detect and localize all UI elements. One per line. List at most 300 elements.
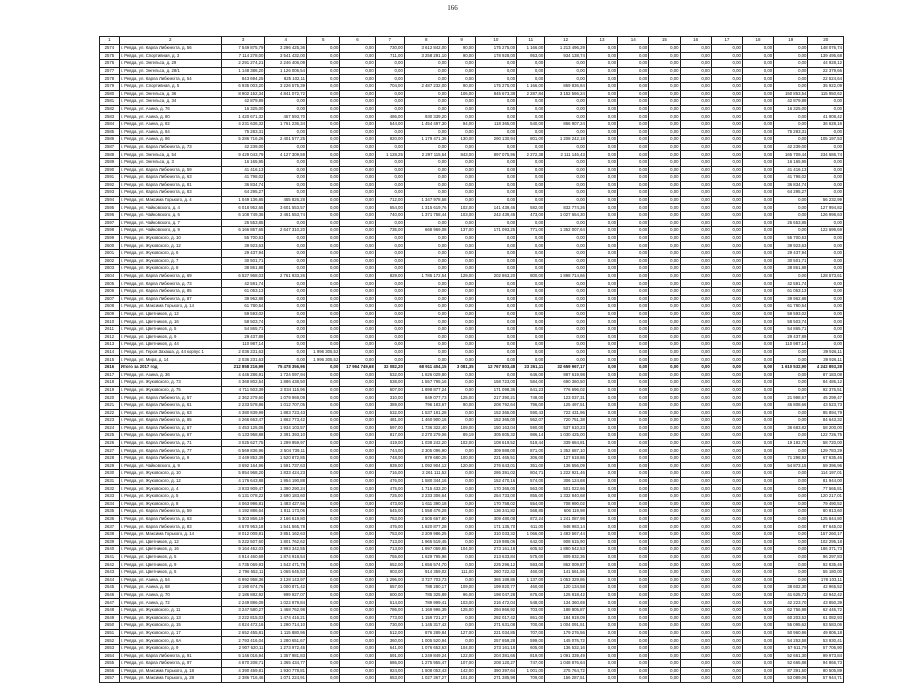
value-cell: 1 079 969,09 xyxy=(265,394,307,402)
value-cell: 170 758,02 xyxy=(475,500,517,508)
value-cell: 0,00 xyxy=(265,181,307,189)
row-number: 2610 xyxy=(100,318,120,326)
value-cell: 1 558 476,28 xyxy=(404,508,448,516)
value-cell: 0,00 xyxy=(711,52,742,60)
value-cell: 675,00 xyxy=(517,591,545,599)
address-cell: г. Ревда, ул. Энгельса, д. 3 xyxy=(119,158,221,166)
table-row xyxy=(100,622,844,630)
value-cell: 0,00 xyxy=(475,333,517,341)
value-cell: 908 615,90 xyxy=(545,538,587,546)
value-cell: 0,00 xyxy=(307,250,340,258)
value-cell: 38 861,88 xyxy=(774,265,808,273)
value-cell: 0,00 xyxy=(742,424,773,432)
value-cell: 0,00 xyxy=(742,250,773,258)
value-cell: 0,00 xyxy=(742,189,773,197)
value-cell: 0,00 xyxy=(307,151,340,159)
value-cell: 0,00 xyxy=(742,166,773,174)
value-cell: 2 505 667,80 xyxy=(404,515,448,523)
value-cell: 0,00 xyxy=(404,356,448,364)
table-header xyxy=(100,37,844,45)
value-cell: 0,00 xyxy=(586,447,617,455)
value-cell: 1 833 424,23 xyxy=(265,470,307,478)
value-cell: 292 017,42 xyxy=(475,614,517,622)
value-cell: 118 365,00 xyxy=(475,120,517,128)
value-cell: 0,00 xyxy=(586,386,617,394)
value-cell: 171 098,36 xyxy=(475,386,517,394)
value-cell: 305 805,32 xyxy=(475,432,517,440)
value-cell: 0,00 xyxy=(649,599,680,607)
value-cell: 0,00 xyxy=(517,303,545,311)
value-cell: 819,00 xyxy=(517,652,545,660)
value-cell: 0,00 xyxy=(517,219,545,227)
value-cell: 0,00 xyxy=(618,90,649,98)
value-cell: 2 590 183,60 xyxy=(265,493,307,501)
value-cell: 0,00 xyxy=(448,257,475,265)
value-cell: 0,00 xyxy=(742,371,773,379)
value-cell: 126 998,63 xyxy=(808,212,844,220)
value-cell: 0,00 xyxy=(517,174,545,182)
value-cell: 43 523,73 xyxy=(808,401,844,409)
value-cell: 0,00 xyxy=(545,143,587,151)
value-cell: 0,00 xyxy=(545,113,587,121)
value-cell: 276 643,01 xyxy=(475,462,517,470)
value-cell: 0,00 xyxy=(649,675,680,683)
value-cell: 0,00 xyxy=(711,652,742,660)
value-cell: 286 391,02 xyxy=(475,470,517,478)
row-number: 2587 xyxy=(100,143,120,151)
table-row xyxy=(100,470,844,478)
table-row xyxy=(100,288,844,296)
value-cell: 0,00 xyxy=(340,523,375,531)
value-cell: 0,00 xyxy=(340,561,375,569)
value-cell: 2 233 578,86 xyxy=(221,401,265,409)
value-cell: 501 022,66 xyxy=(545,485,587,493)
value-cell: 59 593,02 xyxy=(774,310,808,318)
value-cell: 0,00 xyxy=(586,455,617,463)
value-cell: 0,00 xyxy=(404,234,448,242)
row-number: 2633 xyxy=(100,493,120,501)
value-cell: 0,00 xyxy=(586,401,617,409)
value-cell: 0,00 xyxy=(265,250,307,258)
value-cell: 1 715 433,20 xyxy=(404,485,448,493)
value-cell: 2 305 096,90 xyxy=(404,447,448,455)
value-cell: 306 124,68 xyxy=(545,477,587,485)
value-cell: 0,00 xyxy=(340,288,375,296)
value-cell: 0,00 xyxy=(742,128,773,136)
address-cell: г. Ревда, ул. Максима Горького, д. 28 xyxy=(119,675,221,683)
value-cell: 56 232,99 xyxy=(808,196,844,204)
value-cell: 0,00 xyxy=(711,500,742,508)
value-cell: 60 203,52 xyxy=(774,614,808,622)
value-cell: 178 103,11 xyxy=(808,576,844,584)
row-number: 2597 xyxy=(100,219,120,227)
value-cell: 532,00 xyxy=(375,409,404,417)
value-cell: 0,00 xyxy=(618,394,649,402)
value-cell: 0,00 xyxy=(742,341,773,349)
value-cell: 0,00 xyxy=(586,219,617,227)
value-cell: 0,00 xyxy=(649,561,680,569)
value-cell: 0,00 xyxy=(307,120,340,128)
value-cell: 0,00 xyxy=(404,98,448,106)
value-cell: 0,00 xyxy=(742,295,773,303)
value-cell: 3 296 425,36 xyxy=(265,45,307,53)
value-cell: 0,00 xyxy=(774,553,808,561)
value-cell: 150 163,04 xyxy=(475,424,517,432)
row-number: 2646 xyxy=(100,591,120,599)
table-row xyxy=(100,196,844,204)
value-cell: 709,00 xyxy=(517,675,545,683)
value-cell: 0,00 xyxy=(742,333,773,341)
row-number: 2620 xyxy=(100,394,120,402)
value-cell: 0,00 xyxy=(586,303,617,311)
value-cell: 0,00 xyxy=(545,219,587,227)
value-cell: 0,00 xyxy=(265,166,307,174)
value-cell: 0,00 xyxy=(586,196,617,204)
row-number: 2651 xyxy=(100,629,120,637)
value-cell: 0,00 xyxy=(307,113,340,121)
table-row xyxy=(100,637,844,645)
value-cell: 0,00 xyxy=(307,67,340,75)
value-cell: 0,00 xyxy=(340,394,375,402)
value-cell: 0,00 xyxy=(307,561,340,569)
row-number: 2645 xyxy=(100,584,120,592)
address-cell: г. Ревда, ул. Жуковского, д. 4 xyxy=(119,485,221,493)
value-cell: 597,00 xyxy=(375,424,404,432)
value-cell: 0,00 xyxy=(586,60,617,68)
value-cell: 0,00 xyxy=(586,546,617,554)
row-number: 2626 xyxy=(100,439,120,447)
total-row xyxy=(100,363,844,371)
value-cell: 0,00 xyxy=(448,447,475,455)
value-cell: 0,00 xyxy=(649,136,680,144)
value-cell: 0,00 xyxy=(649,660,680,668)
value-cell: 0,00 xyxy=(586,500,617,508)
value-cell: 103,00 xyxy=(448,212,475,220)
address-cell: г. Ревда, ул. Карла Либкнехта, д. 97 xyxy=(119,660,221,668)
value-cell: 0,00 xyxy=(742,485,773,493)
value-cell: 0,00 xyxy=(475,158,517,166)
value-cell: 0,00 xyxy=(517,143,545,151)
value-cell: 0,00 xyxy=(774,45,808,53)
value-cell: 44 928,12 xyxy=(808,60,844,68)
value-cell: 2 166 619,80 xyxy=(265,515,307,523)
value-cell: 0,00 xyxy=(742,113,773,121)
value-cell: 0,00 xyxy=(680,363,711,371)
value-cell: 0,00 xyxy=(711,227,742,235)
value-cell: 652,00 xyxy=(375,561,404,569)
value-cell: 0,00 xyxy=(649,508,680,516)
value-cell: 0,00 xyxy=(340,136,375,144)
value-cell: 0,00 xyxy=(711,462,742,470)
value-cell: 2 487 232,00 xyxy=(404,82,448,90)
value-cell: 0,00 xyxy=(475,280,517,288)
value-cell: 753,00 xyxy=(375,531,404,539)
row-number: 2632 xyxy=(100,485,120,493)
value-cell: 0,00 xyxy=(375,75,404,83)
value-cell: 42 591,74 xyxy=(774,280,808,288)
row-number: 2652 xyxy=(100,637,120,645)
value-cell: 0,00 xyxy=(711,75,742,83)
value-cell: 0,00 xyxy=(742,379,773,387)
value-cell: 0,00 xyxy=(649,432,680,440)
value-cell: 294 866,92 xyxy=(475,606,517,614)
value-cell: 730,00 xyxy=(375,45,404,53)
value-cell: 0,00 xyxy=(448,219,475,227)
value-cell: 0,00 xyxy=(711,515,742,523)
value-cell: 0,00 xyxy=(404,257,448,265)
value-cell: 0,00 xyxy=(404,219,448,227)
value-cell: 12 767 803,48 xyxy=(475,363,517,371)
value-cell: 0,00 xyxy=(307,432,340,440)
value-cell: 1 736 322,40 xyxy=(404,424,448,432)
value-cell: 219 985,06 xyxy=(475,538,517,546)
column-header: 11 xyxy=(517,37,545,45)
address-cell: г. Ревда, ул. Жуковского, д. 15 xyxy=(119,622,221,630)
value-cell: 0,00 xyxy=(680,394,711,402)
value-cell: 785 325,89 xyxy=(404,591,448,599)
value-cell: 6 108 749,36 xyxy=(221,212,265,220)
value-cell: 0,00 xyxy=(307,234,340,242)
value-cell: 0,00 xyxy=(618,219,649,227)
value-cell: 0,00 xyxy=(404,242,448,250)
value-cell: 0,00 xyxy=(808,189,844,197)
value-cell: 128 573,61 xyxy=(808,272,844,280)
value-cell: 0,00 xyxy=(475,265,517,273)
value-cell: 0,00 xyxy=(649,227,680,235)
value-cell: 0,00 xyxy=(586,576,617,584)
value-cell: 41 625,73 xyxy=(774,591,808,599)
value-cell: 0,00 xyxy=(742,386,773,394)
value-cell: 0,00 xyxy=(711,477,742,485)
column-header: 6 xyxy=(340,37,375,45)
value-cell: 0,00 xyxy=(680,531,711,539)
value-cell: 0,00 xyxy=(742,310,773,318)
value-cell: 157 260,17 xyxy=(808,531,844,539)
value-cell: 0,00 xyxy=(742,394,773,402)
value-cell: 0,00 xyxy=(448,485,475,493)
value-cell: 0,00 xyxy=(680,591,711,599)
value-cell: 0,00 xyxy=(448,318,475,326)
value-cell: 29 437,94 xyxy=(774,250,808,258)
value-cell: 0,00 xyxy=(340,280,375,288)
value-cell: 75 283,31 xyxy=(774,128,808,136)
value-cell: 0,00 xyxy=(340,371,375,379)
value-cell: 0,00 xyxy=(307,477,340,485)
value-cell: 0,00 xyxy=(517,98,545,106)
value-cell: 4 380 839,99 xyxy=(221,409,265,417)
table-row xyxy=(100,105,844,113)
value-cell: 1 222 921,46 xyxy=(545,470,587,478)
value-cell: 2 190 674,76 xyxy=(221,584,265,592)
value-cell: 234 686,74 xyxy=(808,151,844,159)
value-cell: 0,00 xyxy=(618,660,649,668)
value-cell: 0,00 xyxy=(711,379,742,387)
value-cell: 0,00 xyxy=(340,318,375,326)
row-number: 2598 xyxy=(100,227,120,235)
row-number: 2634 xyxy=(100,500,120,508)
value-cell: 0,00 xyxy=(649,485,680,493)
value-cell: 80 505,89 xyxy=(808,667,844,675)
value-cell: 0,00 xyxy=(340,409,375,417)
value-cell: 0,00 xyxy=(265,265,307,273)
value-cell: 0,00 xyxy=(448,409,475,417)
address-cell: г. Ревда, ул. Азина, д. 82 xyxy=(119,120,221,128)
address-cell: г. Ревда, ул. Цветников, д. 16 xyxy=(119,318,221,326)
value-cell: 845 673,38 xyxy=(475,90,517,98)
value-cell: 92 376,51 xyxy=(808,386,844,394)
value-cell: 740,00 xyxy=(375,212,404,220)
value-cell: 0,00 xyxy=(475,288,517,296)
value-cell: 0,00 xyxy=(586,599,617,607)
value-cell: 0,00 xyxy=(404,143,448,151)
value-cell: 0,00 xyxy=(265,341,307,349)
value-cell: 0,00 xyxy=(404,158,448,166)
value-cell: 0,00 xyxy=(618,508,649,516)
value-cell: 0,00 xyxy=(586,363,617,371)
value-cell: 0,00 xyxy=(340,341,375,349)
value-cell: 0,00 xyxy=(711,67,742,75)
column-header: 19 xyxy=(774,37,808,45)
value-cell: 0,00 xyxy=(618,348,649,356)
value-cell: 0,00 xyxy=(649,52,680,60)
value-cell: 0,00 xyxy=(586,120,617,128)
value-cell: 102,00 xyxy=(448,204,475,212)
value-cell: 2 034 115,96 xyxy=(265,386,307,394)
row-number: 2591 xyxy=(100,174,120,182)
value-cell: 306,00 xyxy=(517,455,545,463)
value-cell: 109,00 xyxy=(448,584,475,592)
value-cell: 0,00 xyxy=(649,531,680,539)
value-cell: 0,00 xyxy=(742,409,773,417)
value-cell: 0,00 xyxy=(340,151,375,159)
value-cell: 32 659 967,17 xyxy=(545,363,587,371)
value-cell: 700,00 xyxy=(517,622,545,630)
address-cell: г. Ревда, ул. Карла Либкнехта, д. 63 xyxy=(119,174,221,182)
value-cell: 52 665,88 xyxy=(774,660,808,668)
value-cell: 771,00 xyxy=(517,227,545,235)
value-cell: 0,00 xyxy=(808,219,844,227)
value-cell: 0,00 xyxy=(404,250,448,258)
value-cell: 0,00 xyxy=(808,242,844,250)
value-cell: 0,00 xyxy=(265,348,307,356)
row-number: 2576 xyxy=(100,60,120,68)
value-cell: 4 266 663,47 xyxy=(221,417,265,425)
value-cell: 35 922,09 xyxy=(808,82,844,90)
value-cell: 0,00 xyxy=(265,158,307,166)
value-cell: 127,00 xyxy=(448,629,475,637)
value-cell: 1 159 721,27 xyxy=(404,614,448,622)
value-cell: 0,00 xyxy=(618,675,649,683)
value-cell: 486,00 xyxy=(375,113,404,121)
value-cell: 0,00 xyxy=(618,265,649,273)
value-cell: 0,00 xyxy=(774,493,808,501)
value-cell: 1 005 520,94 xyxy=(404,637,448,645)
row-number: 2630 xyxy=(100,470,120,478)
value-cell: 0,00 xyxy=(375,310,404,318)
value-cell: 1 997 059,85 xyxy=(404,546,448,554)
address-cell: г. Ревда, ул. Цветников, д. 5 xyxy=(119,325,221,333)
value-cell: 130,00 xyxy=(448,136,475,144)
value-cell: 0,00 xyxy=(711,204,742,212)
value-cell: 0,00 xyxy=(545,98,587,106)
value-cell: 1 365 434,77 xyxy=(265,660,307,668)
value-cell: 0,00 xyxy=(340,386,375,394)
value-cell: 16 165,95 xyxy=(774,158,808,166)
value-cell: 0,00 xyxy=(711,303,742,311)
value-cell: 0,00 xyxy=(711,493,742,501)
value-cell: 0,00 xyxy=(448,371,475,379)
value-cell: 0,00 xyxy=(307,439,340,447)
value-cell: 0,00 xyxy=(742,219,773,227)
row-number: 2619 xyxy=(100,386,120,394)
address-cell: г. Ревда, ул. Карла Либкнехта, д. 83 xyxy=(119,189,221,197)
value-cell: 473,00 xyxy=(517,212,545,220)
address-cell: г. Ревда, ул. Азина, д. 54 xyxy=(119,576,221,584)
value-cell: 0,00 xyxy=(375,356,404,364)
value-cell: 0,00 xyxy=(649,196,680,204)
value-cell: 41 416,13 xyxy=(221,166,265,174)
address-cell: г. Ревда, ул. Карла Либкнехта, д. 63 xyxy=(119,515,221,523)
value-cell: 0,00 xyxy=(448,242,475,250)
row-number: 2595 xyxy=(100,204,120,212)
row-number: 2602 xyxy=(100,257,120,265)
table-row xyxy=(100,644,844,652)
value-cell: 1 996 305,52 xyxy=(307,356,340,364)
value-cell: 0,00 xyxy=(340,538,375,546)
value-cell: 0,00 xyxy=(404,189,448,197)
value-cell: 71 298,92 xyxy=(774,455,808,463)
value-cell: 7 549 875,79 xyxy=(221,45,265,53)
table-row xyxy=(100,75,844,83)
value-cell: 0,00 xyxy=(475,128,517,136)
table-row xyxy=(100,531,844,539)
value-cell: 0,00 xyxy=(517,181,545,189)
value-cell: 0,00 xyxy=(545,234,587,242)
value-cell: 0,00 xyxy=(340,143,375,151)
value-cell: 0,00 xyxy=(448,67,475,75)
value-cell: 0,00 xyxy=(618,515,649,523)
value-cell: 0,00 xyxy=(680,417,711,425)
value-cell: 0,00 xyxy=(545,356,587,364)
value-cell: 0,00 xyxy=(586,82,617,90)
table-row xyxy=(100,60,844,68)
value-cell: 158 723,00 xyxy=(475,379,517,387)
row-number: 2637 xyxy=(100,523,120,531)
value-cell: 0,00 xyxy=(774,447,808,455)
value-cell: 0,00 xyxy=(774,371,808,379)
value-cell: 0,00 xyxy=(586,584,617,592)
value-cell: 0,00 xyxy=(618,356,649,364)
value-cell: 0,00 xyxy=(742,644,773,652)
value-cell: 0,00 xyxy=(680,523,711,531)
row-number: 2625 xyxy=(100,432,120,440)
value-cell: 2 209 986,25 xyxy=(404,531,448,539)
value-cell: 42 591,74 xyxy=(221,280,265,288)
value-cell: 0,00 xyxy=(711,584,742,592)
value-cell: 0,00 xyxy=(517,158,545,166)
address-cell: г. Ревда, ул. Жуковского, д. 12 xyxy=(119,242,221,250)
value-cell: 708 990,02 xyxy=(545,500,587,508)
value-cell: 58 503,74 xyxy=(774,318,808,326)
value-cell: 0,00 xyxy=(545,189,587,197)
row-number: 2647 xyxy=(100,599,120,607)
value-cell: 127 618,86 xyxy=(545,455,587,463)
value-cell: 0,00 xyxy=(448,280,475,288)
row-number: 2588 xyxy=(100,151,120,159)
table-row xyxy=(100,143,844,151)
value-cell: 0,00 xyxy=(774,136,808,144)
value-cell: 0,00 xyxy=(618,576,649,584)
